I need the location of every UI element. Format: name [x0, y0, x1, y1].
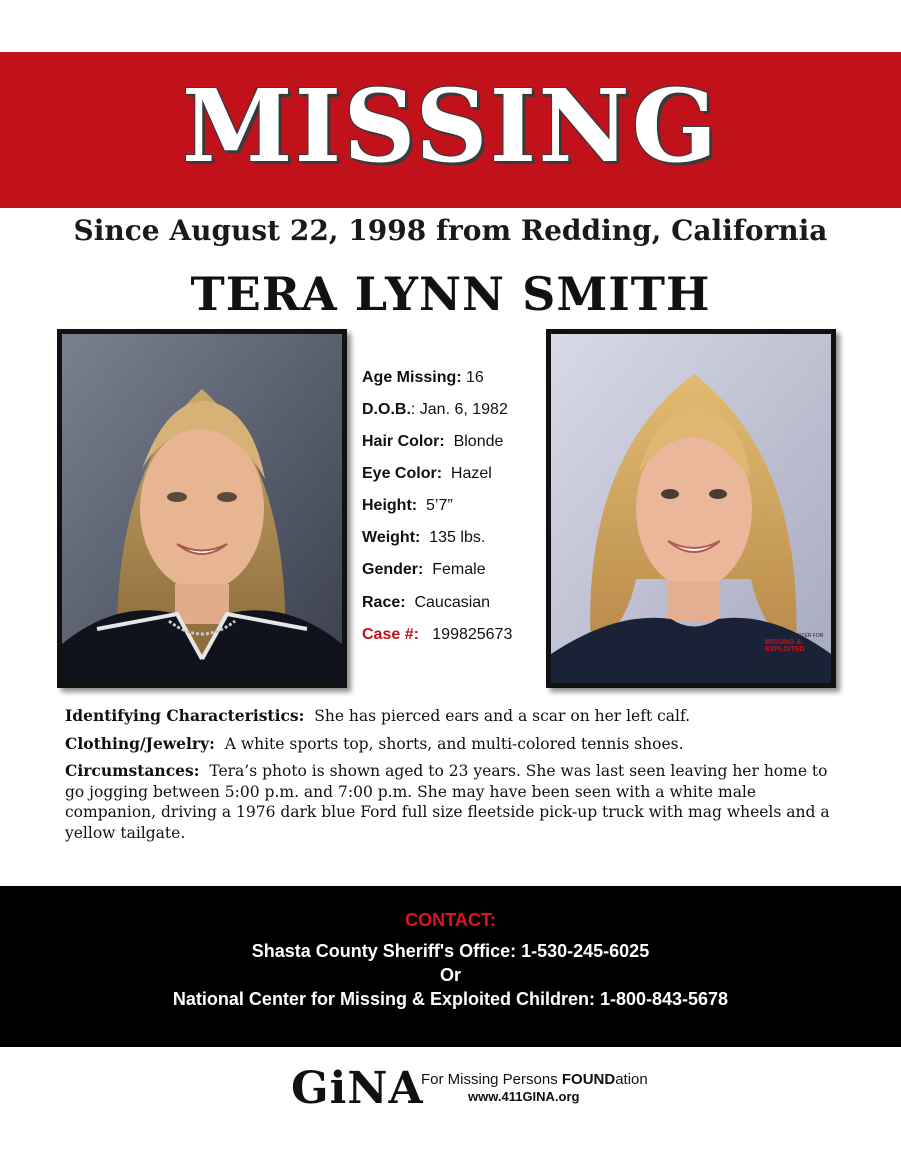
identifying-characteristics: Identifying Characteristics: She has pierced ears and a scar on her left calf.: [65, 706, 691, 725]
since-line: Since August 22, 1998 from Redding, California: [73, 214, 828, 247]
ncmec-watermark: NATIONAL CENTER FOR MISSING & EXPLOITED CHILDREN www.missingkids.com: [765, 633, 824, 665]
gina-logo: GiNA: [291, 1063, 424, 1114]
detail-hair-color: Hair Color: Blonde: [362, 433, 504, 450]
clothing-jewelry: Clothing/Jewelry: A white sports top, shorts, and multi-colored tennis shoes.: [65, 734, 684, 753]
gina-url: www.411GINA.org: [468, 1089, 580, 1104]
detail-eye-color: Eye Color: Hazel: [362, 465, 492, 482]
circumstances: Circumstances: Tera’s photo is shown aged to 23 years. She was last seen leaving her home to go jogging between 5:00 p.m. and 7:00 p.m. She may have been seen with a white male companion, driving a 1976 dark blue Ford full size fleetside pick-up truck with mag wheels and a yellow tailgate.: [65, 761, 830, 842]
person-name: TERA LYNN SMITH: [190, 267, 711, 321]
gina-tagline: For Missing Persons FOUNDation: [421, 1071, 648, 1088]
detail-weight: Weight: 135 lbs.: [362, 529, 486, 546]
contact-ncmec-line: National Center for Missing & Exploited Children: 1-800-843-5678: [172, 989, 729, 1009]
detail-age-missing: Age Missing: 16: [362, 369, 484, 386]
contact-or-line: Or: [439, 965, 461, 985]
contact-sheriff-line: Shasta County Sheriff's Office: 1-530-245-6025: [251, 941, 650, 961]
detail-case-number: Case #: 199825673: [362, 626, 513, 643]
detail-dob: D.O.B.: Jan. 6, 1982: [362, 401, 508, 418]
detail-gender: Gender: Female: [362, 561, 486, 578]
detail-race: Race: Caucasian: [362, 594, 491, 611]
detail-height: Height: 5’7”: [362, 497, 453, 514]
missing-title: MISSING: [181, 67, 720, 185]
contact-heading: CONTACT:: [405, 910, 496, 930]
photo-school-portrait: [57, 329, 347, 688]
